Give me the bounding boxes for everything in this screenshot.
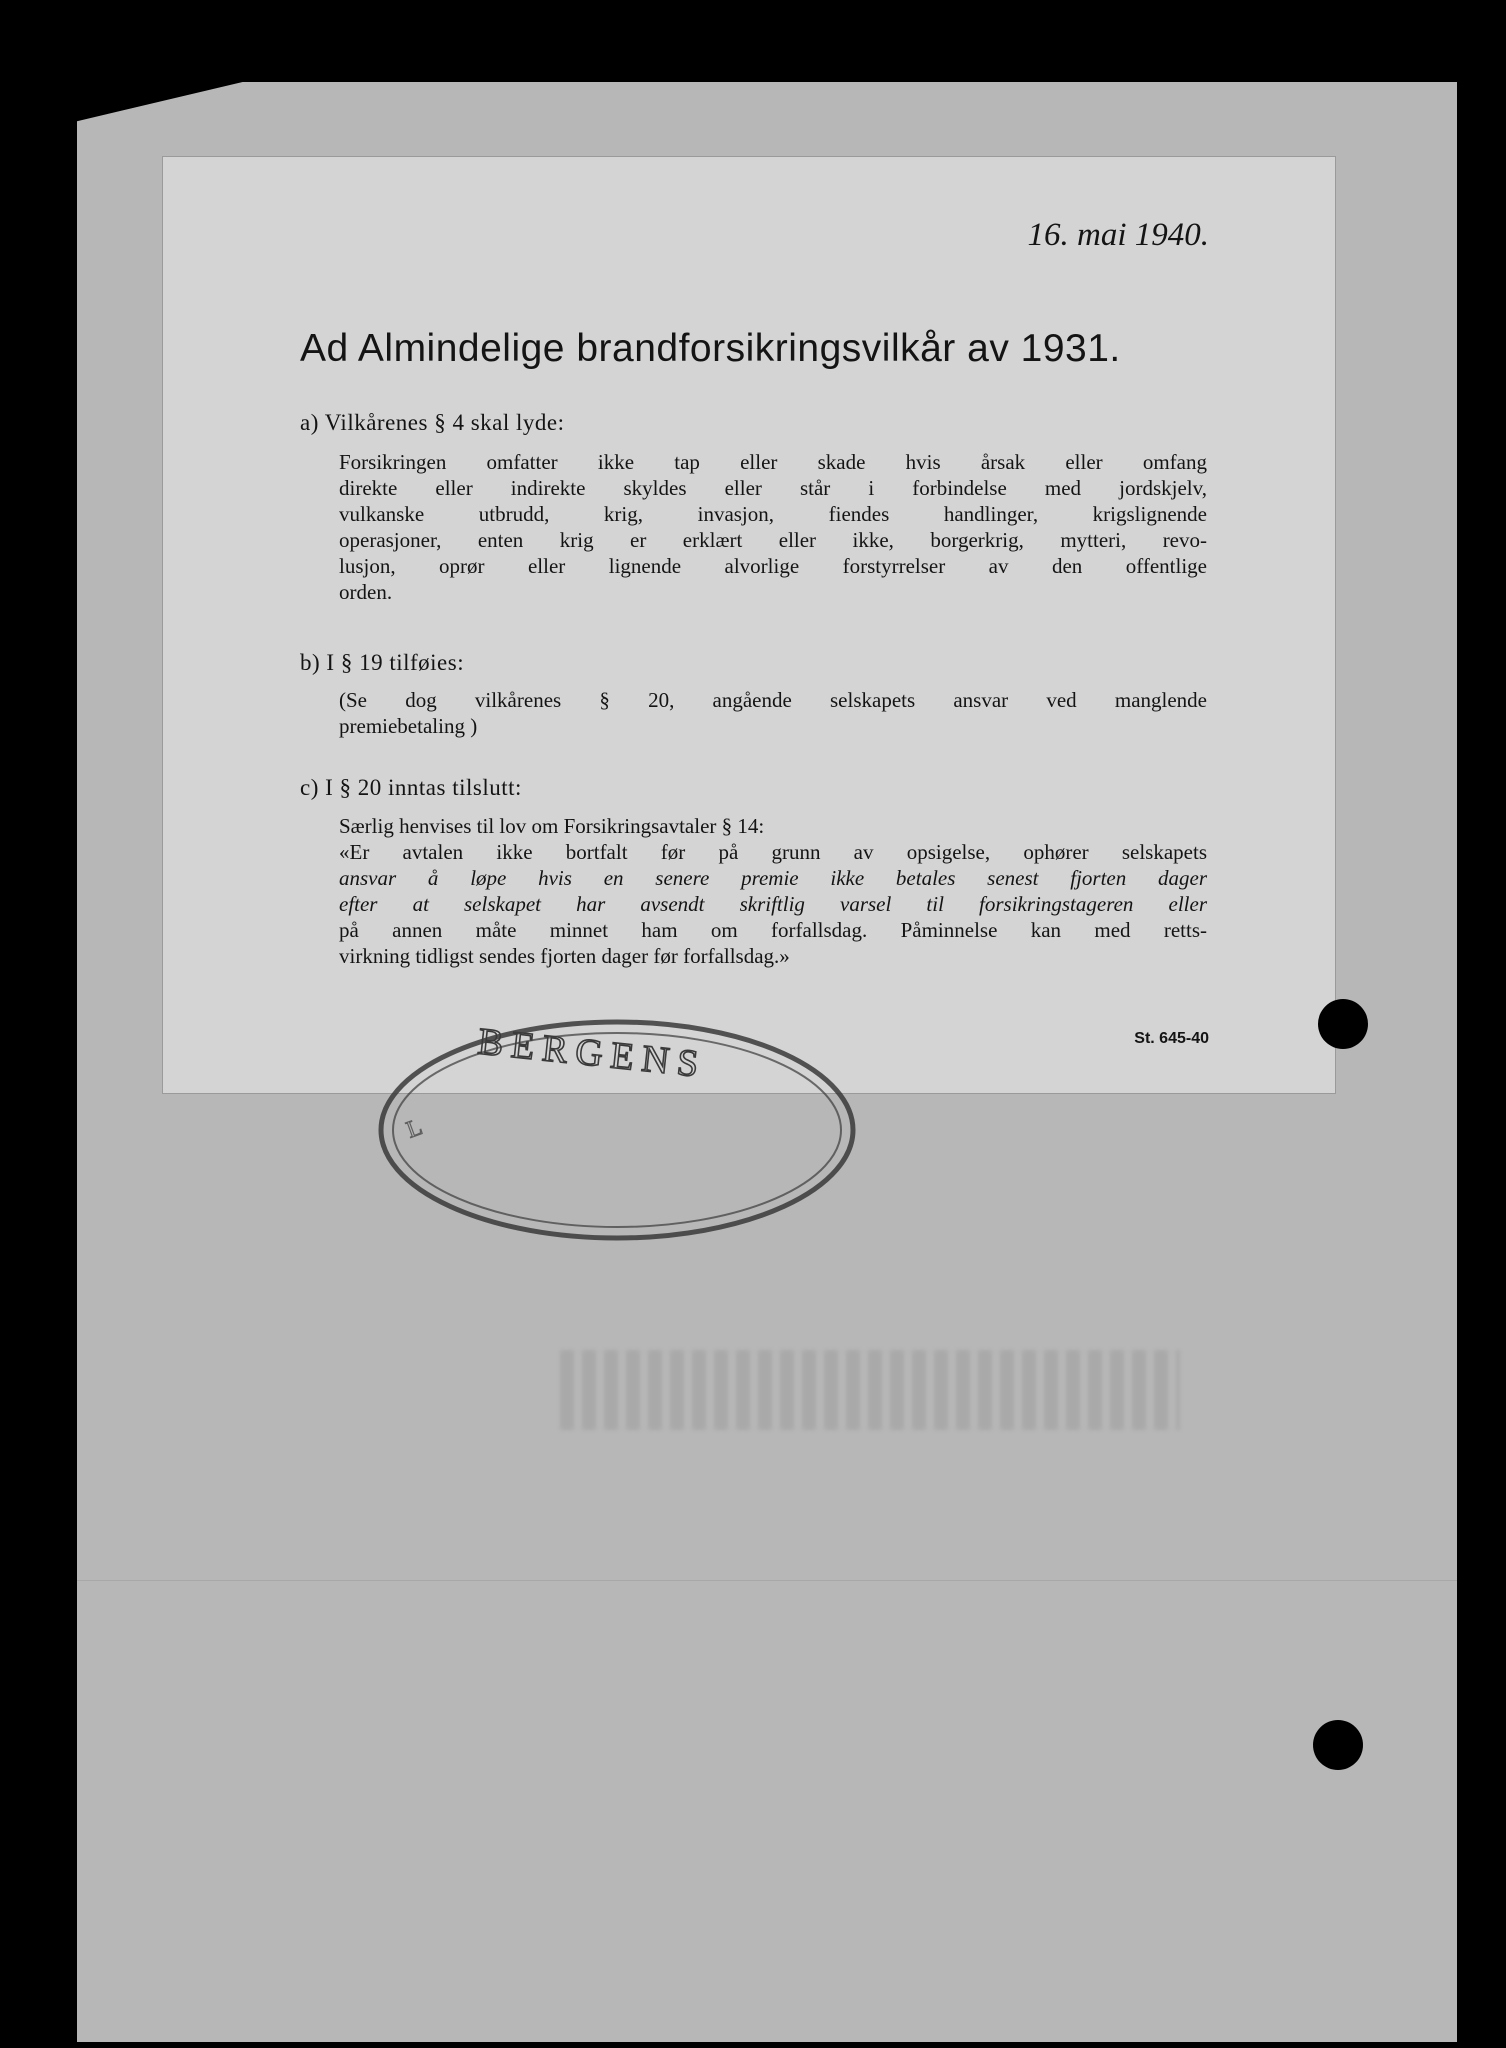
notice-title: Ad Almindelige brandforsikringsvilkår av 1931. xyxy=(300,327,1121,370)
section-c-line: efter at selskapet har avsendt skriftlig varsel til forsikringstageren eller xyxy=(339,892,1207,916)
fold-line xyxy=(77,1580,1457,1581)
reference-code: St. 645-40 xyxy=(1134,1030,1209,1047)
section-c-line: på annen måte minnet ham om forfallsdag. Påminnelse kan med retts- xyxy=(339,918,1207,942)
pasted-notice xyxy=(163,157,1335,1093)
section-a-line: lusjon, oprør eller lignende alvorlige forstyrrelser av den offentlige xyxy=(339,554,1207,578)
punch-hole-upper xyxy=(1318,999,1368,1049)
bleed-through-text xyxy=(560,1350,1180,1430)
section-c-body xyxy=(339,813,1207,969)
section-c-heading: c) I § 20 inntas tilslutt: xyxy=(300,775,522,800)
section-c-line: ansvar å løpe hvis en senere premie ikke betales senest fjorten dager xyxy=(339,866,1207,890)
section-a-line: vulkanske utbrudd, krig, invasjon, fiendes handlinger, krigslignende xyxy=(339,502,1207,526)
section-a-line: direkte eller indirekte skyldes eller står i forbindelse med jordskjelv, xyxy=(339,476,1207,500)
section-a-heading: a) Vilkårenes § 4 skal lyde: xyxy=(300,410,565,435)
section-c-line: Særlig henvises til lov om Forsikringsavtaler § 14: xyxy=(339,814,765,838)
section-a-line: Forsikringen omfatter ikke tap eller skade hvis årsak eller omfang xyxy=(339,450,1207,474)
section-a-line: orden. xyxy=(339,580,393,604)
punch-hole-lower xyxy=(1313,1720,1363,1770)
stamp-partial-text: L xyxy=(403,1114,426,1144)
section-b-line: (Se dog vilkårenes § 20, angående selskapets ansvar ved manglende xyxy=(339,688,1207,712)
section-b-body xyxy=(339,687,1207,739)
oval-stamp xyxy=(372,1010,862,1250)
section-c-line: «Er avtalen ikke bortfalt før på grunn av opsigelse, ophører selskapets xyxy=(339,840,1207,864)
section-b-heading: b) I § 19 tilføies: xyxy=(300,650,465,675)
section-b-line: premiebetaling ) xyxy=(339,714,478,738)
section-c-line: virkning tidligst sendes fjorten dager før forfallsdag.» xyxy=(339,944,790,968)
section-a-line: operasjoner, enten krig er erklært eller ikke, borgerkrig, mytteri, revo- xyxy=(339,528,1207,552)
stamp-text: BERGENS xyxy=(475,1020,709,1087)
section-a-body xyxy=(339,449,1207,605)
date: 16. mai 1940. xyxy=(1027,217,1209,253)
